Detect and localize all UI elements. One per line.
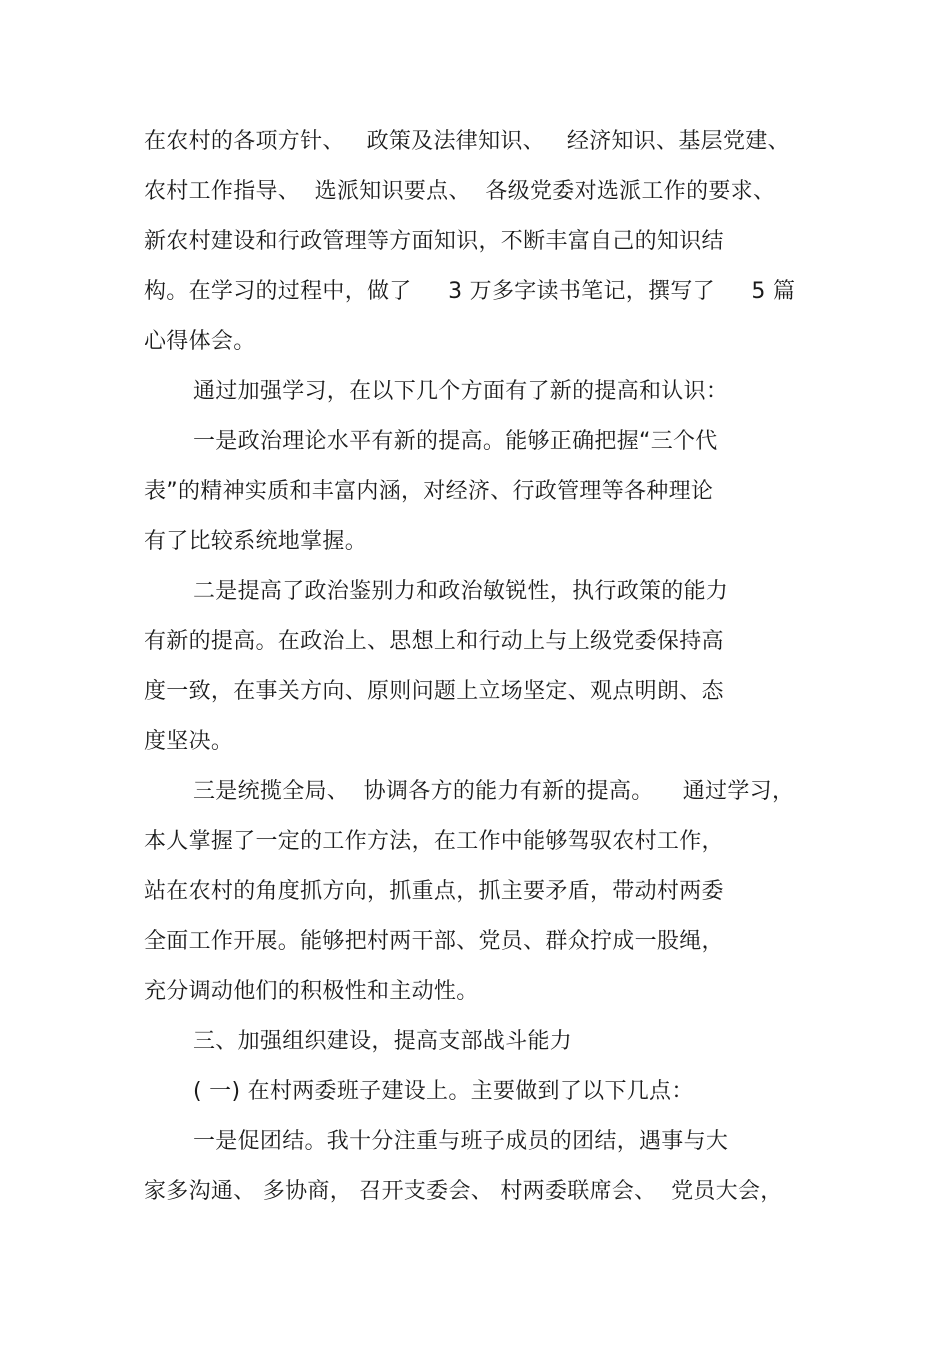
text-line: 在农村的各项方针、 政策及法律知识、 经济知识、基层党建、 xyxy=(144,129,790,154)
text-line: 站在农村的角度抓方向，抓重点，抓主要矛盾，带动村两委 xyxy=(144,879,724,904)
text-line: 农村工作指导、 选派知识要点、 各级党委对选派工作的要求、 xyxy=(144,179,776,204)
text-line: 度坚决。 xyxy=(144,729,234,754)
text-line: 本人掌握了一定的工作方法，在工作中能够驾驭农村工作， xyxy=(144,829,724,854)
paragraph-first-line: 二是提高了政治鉴别力和政治敏锐性，执行政策的能力 xyxy=(193,579,729,604)
text-line: 度一致，在事关方向、原则问题上立场坚定、观点明朗、态 xyxy=(144,679,724,704)
paragraph-first-line: 一是促团结。我十分注重与班子成员的团结，遇事与大 xyxy=(193,1129,729,1154)
text-line: 有新的提高。在政治上、思想上和行动上与上级党委保持高 xyxy=(144,629,724,654)
paragraph-first-line: 三是统揽全局、 协调各方的能力有新的提高。 通过学习， xyxy=(193,779,795,804)
paragraph-first-line: 通过加强学习，在以下几个方面有了新的提高和认识： xyxy=(193,379,729,404)
text-line: 表”的精神实质和丰富内涵，对经济、行政管理等各种理论 xyxy=(144,479,714,504)
text-line: 构。在学习的过程中，做了 3 万多字读书笔记，撰写了 5 篇 xyxy=(144,279,796,304)
text-line: 心得体会。 xyxy=(144,329,256,354)
text-line: 新农村建设和行政管理等方面知识，不断丰富自己的知识结 xyxy=(144,229,724,254)
text-line: 全面工作开展。能够把村两干部、党员、群众拧成一股绳， xyxy=(144,929,724,954)
text-line: 充分调动他们的积极性和主动性。 xyxy=(144,979,479,1004)
subsection-heading: ( 一) 在村两委班子建设上。主要做到了以下几点： xyxy=(193,1079,694,1104)
text-line: 家多沟通、 多协商， 召开支委会、 村两委联席会、 党员大会， xyxy=(144,1179,783,1204)
text-line: 有了比较系统地掌握。 xyxy=(144,529,368,554)
section-heading: 三、加强组织建设，提高支部战斗能力 xyxy=(193,1029,573,1054)
paragraph-first-line: 一是政治理论水平有新的提高。能够正确把握“三个代 xyxy=(193,429,718,454)
